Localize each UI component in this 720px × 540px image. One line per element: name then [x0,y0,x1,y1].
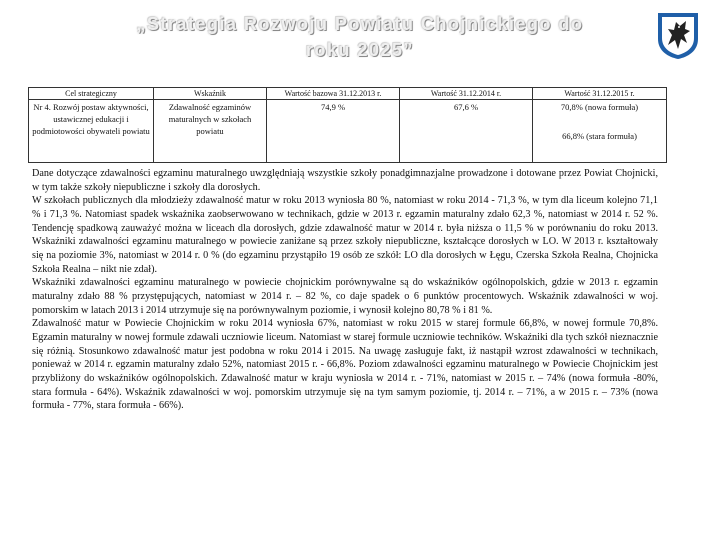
paragraph-2: W szkołach publicznych dla młodzieży zdawalność matur w roku 2013 wyniosła 80 %, natomiast w roku 2014 - 71,3 %, w tym dla liceum kolejno 71,1 % i 71,3 %. Natomiast spadek wskaźnika zaobserwowano w technikach, gdzie w 2013 r. egzamin maturalny zdało 62,3 %, natomiast w 2014 r. 52 %. Tendencję spadkową zauważyć można w liceach dla dorosłych, gdzie zdawalność matur w 2014 r. była niższa o 11,5 % w porównaniu do roku 2013. Wskaźniki zdawalności egzaminu maturalnego w powiecie zaniżane są przez szkoły niepubliczne, kształcące dorosłych w LO. W 2013 r. kształtowały się na poziomie 3%, natomiast w 2014 r. 0 % (do egzaminu przystąpiło 19 osób ze szkół: LO dla dorosłych w Łęgu, Czerska Szkoła Realna, Chojnicka Szkoła Realna – nikt nie zdał). [32,195,658,275]
page-title-line-2: roku 2025” [305,40,415,58]
paragraph-1: Dane dotyczące zdawalności egzaminu maturalnego uwzględniają wszystkie szkoły ponadgimnazjalne prowadzone i dotowane przez Powiat Chojnicki, w tym także szkoły niepubliczne i szkoły dla dorosłych. [32,168,658,193]
table-row [29,100,667,163]
cell-value-2015 [533,100,667,163]
page-title [0,10,720,58]
cell-base-2013: 74,9 % [267,100,400,163]
indicator-table [28,87,667,163]
page-title-line-1: „Strategia Rozwoju Powiatu Chojnickiego do [136,14,584,34]
value-2015-new: 70,8% (nowa formuła) [560,102,639,112]
header-value-2014: Wartość 31.12.2014 r. [400,88,533,100]
cell-indicator: Zdawalność egzaminów maturalnych w szkołach powiatu [154,100,267,163]
value-2015-old: 66,8% (stara formuła) [562,131,637,141]
griffin-crest-icon [652,9,704,61]
cell-value-2014: 67,6 % [400,100,533,163]
paragraph-3: Wskaźniki zdawalności egzaminu maturalnego w powiecie chojnickim porównywalne są do wskaźników ogólnopolskich, gdzie w 2013 r. egzamin maturalny zdało 88 % przystępujących, natomiast w 2014 r. – 82 %, co daje spadek o 6 punktów procentowych. Wskaźnik zdawalności w woj. pomorskim w latach 2013 i 2014 utrzymuje się na porównywalnym poziomie, i wynosił kolejno 80,78 % i 81 %. [32,277,658,316]
header-value-2015: Wartość 31.12.2015 r. [533,88,667,100]
table-header-row [29,88,667,100]
paragraph-4: Zdawalność matur w Powiecie Chojnickim w roku 2014 wyniosła 67%, natomiast w roku 2015 w starej formule 66,8%, w nowej formule 70,8%. Egzamin maturalny w nowej formule zdawali uczniowie liceum. Natomiast w starej formule uczniowie techników. Wskaźniki dla tych szkół nieznacznie się różnią. Stosunkowo zdawalność matur jest podobna w roku 2014 i 2015. Na uwagę zasługuje fakt, iż nastąpił wzrost zdawalności w technikach, ponieważ w 2014 r. egzamin maturalny zdało 52%, natomiast 2015 r. - 66,8%. Poziom zdawalności egzaminu maturalnego w Powiecie Chojnickim jest przybliżony do wskaźników ogólnopolskich. Zdawalność matur w kraju wyniosła w 2014 r. - 71%, natomiast w 2015 r. – 74% (nowa formuła -80%, stara formuła - 64%). Wskaźnik zdawalności w woj. pomorskim utrzymuje się na tym samym poziomie, tj. 2014 r. – 71%, a w 2015 r. – 73% (nowa formuła - 77%, stara formuła - 66%). [32,318,658,412]
header-base-2013: Wartość bazowa 31.12.2013 r. [267,88,400,100]
header-indicator: Wskaźnik [154,88,267,100]
body-text [32,167,658,413]
cell-goal: Nr 4. Rozwój postaw aktywności, ustawicznej edukacji i podmiotowości obywateli powiatu [29,100,154,163]
header-goal: Cel strategiczny [29,88,154,100]
